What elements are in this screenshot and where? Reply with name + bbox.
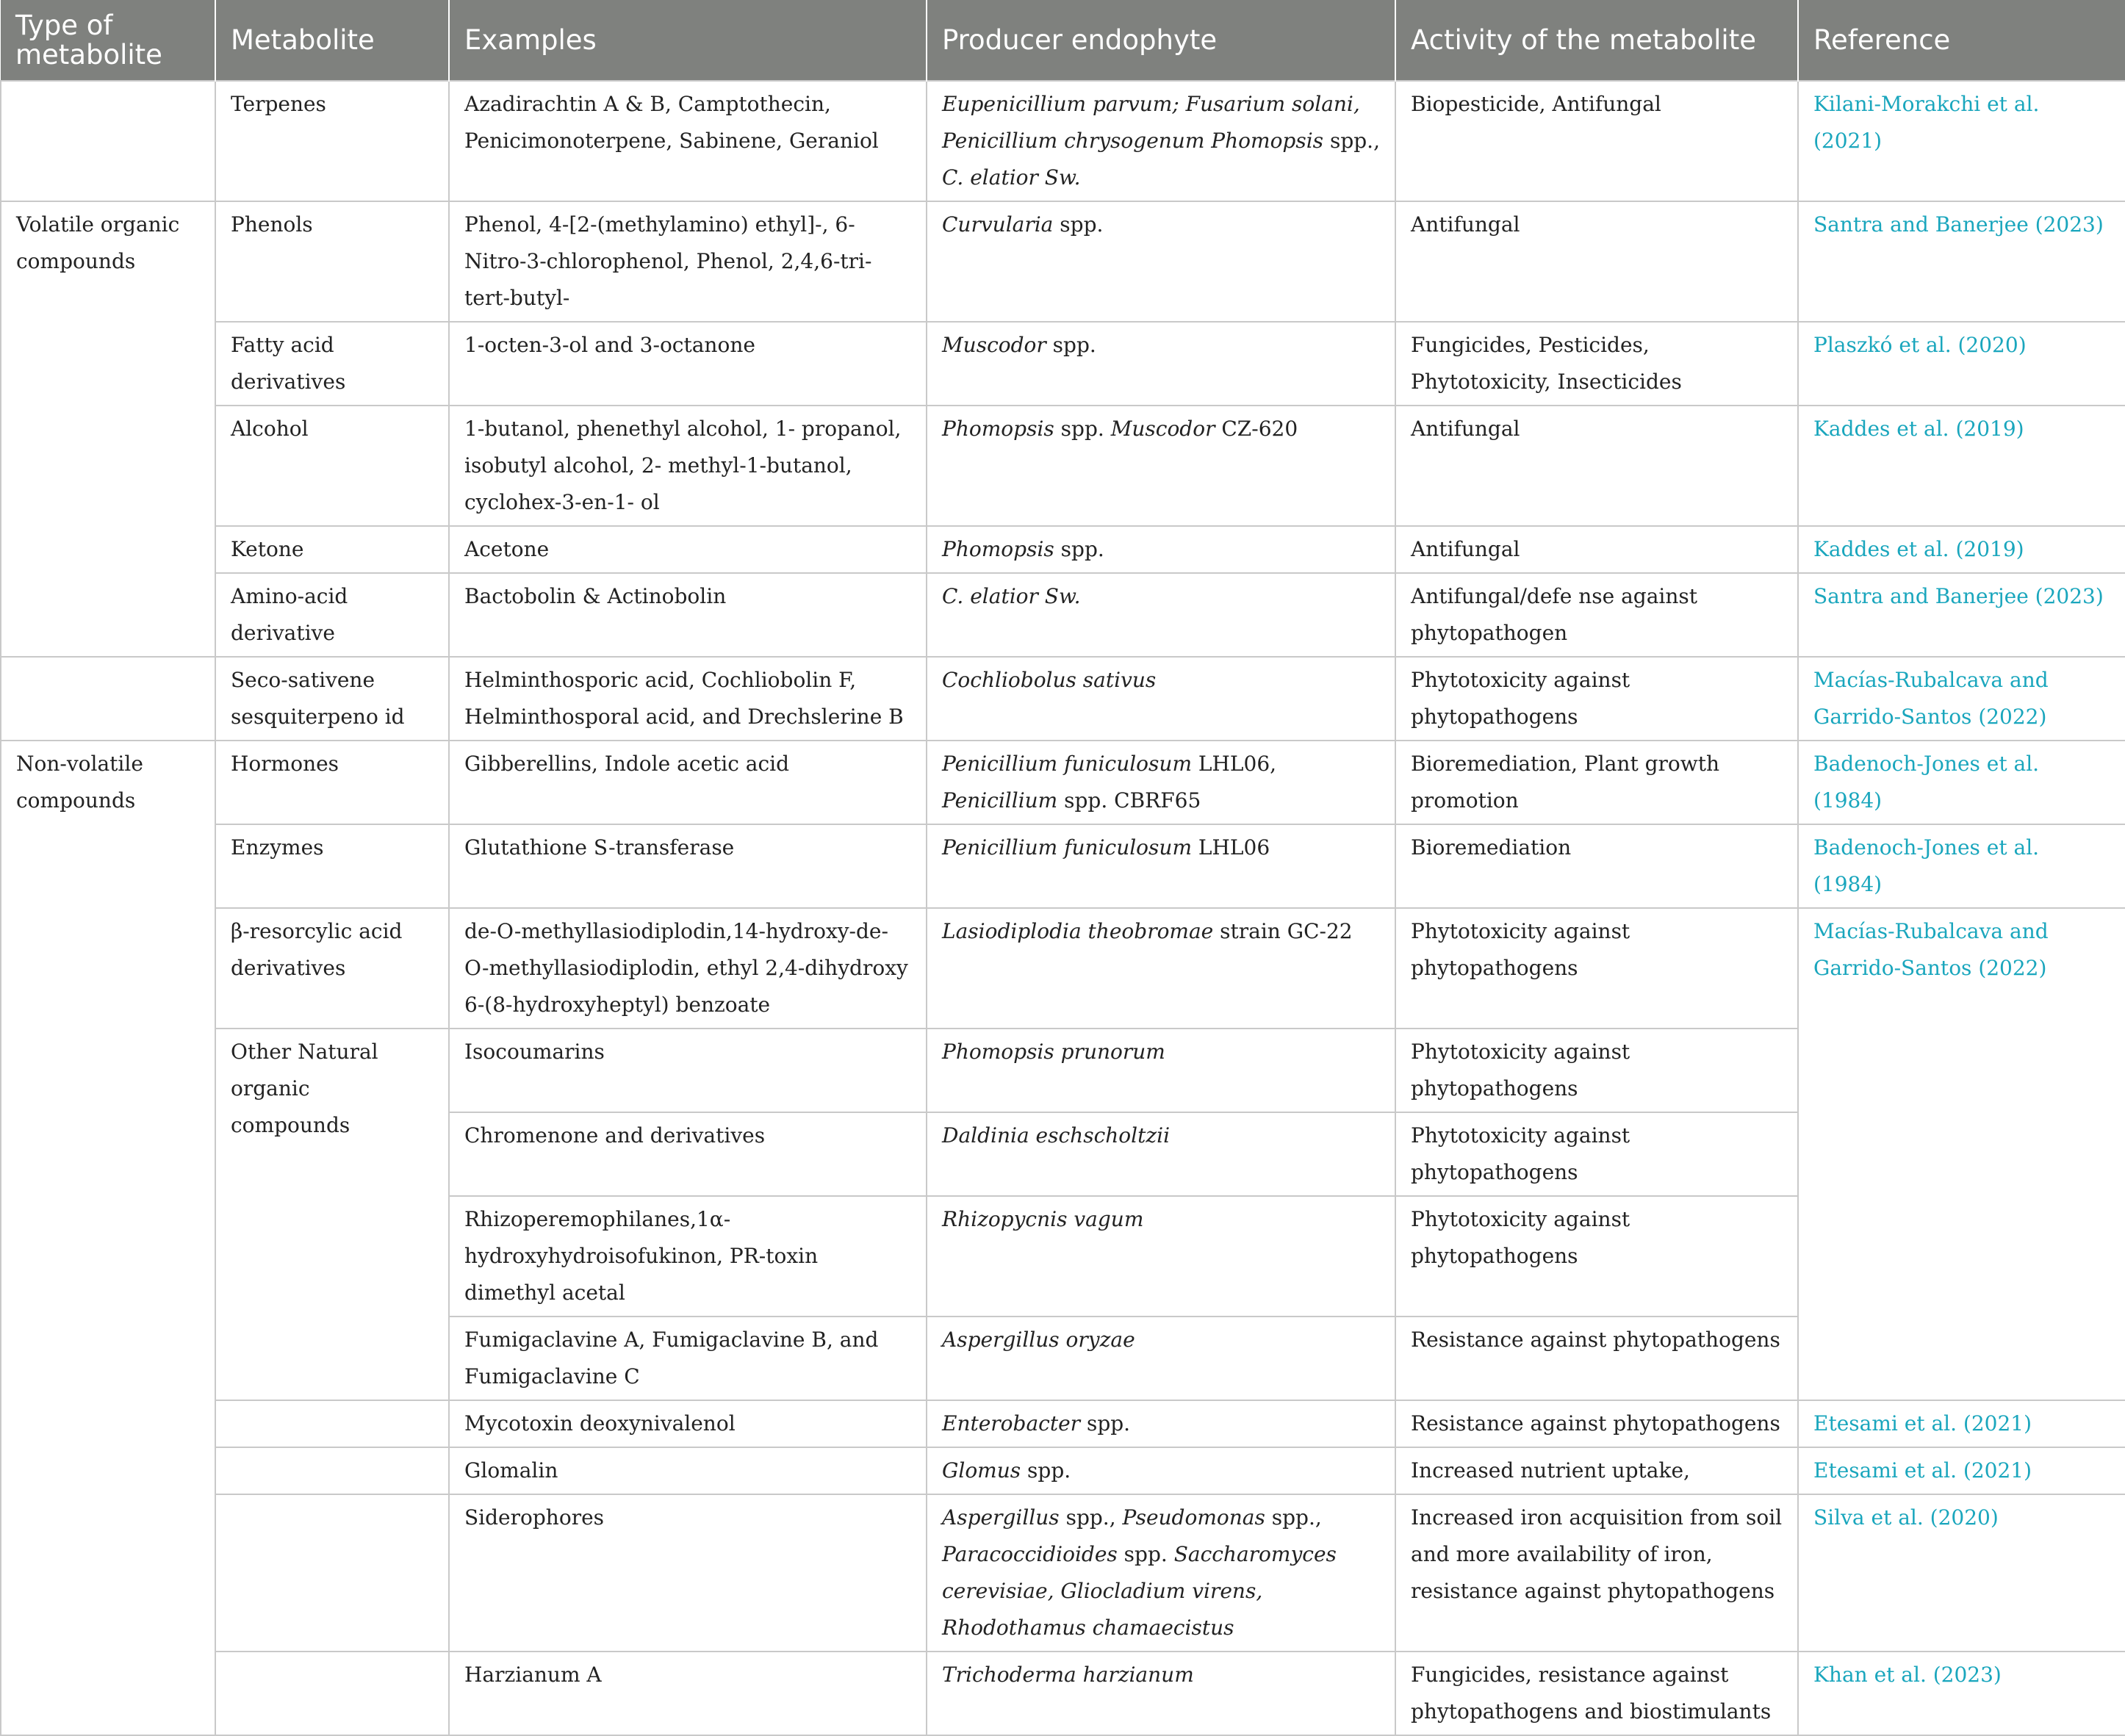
metabolite-cell: Fatty acid derivatives [215,322,449,406]
activity-cell: Antifungal [1395,201,1798,322]
table-row [1,824,2125,908]
activity-cell: Antifungal [1395,406,1798,526]
metabolite-cell [215,1400,449,1447]
producer-text: Cochliobolus sativus [942,668,1157,692]
producer-cell [927,406,1395,526]
table-row [1,741,2125,824]
metabolite-cell: Other Natural organic compounds [215,1029,449,1400]
reference-link[interactable]: Macías-Rubalcava and Garrido-Santos (2022) [1798,657,2125,741]
reference-link[interactable]: Badenoch-Jones et al. (1984) [1798,741,2125,824]
reference-link[interactable]: Plaszkó et al. (2020) [1798,322,2125,406]
producer-text: Lasiodiplodia theobromae [942,919,1214,943]
examples-cell: 1-butanol, phenethyl alcohol, 1- propanol, isobutyl alcohol, 2- methyl-1-butanol, cyclohex-3-en-1- ol [449,406,927,526]
producer-cell [927,1400,1395,1447]
activity-cell: Phytotoxicity against phytopathogens [1395,1029,1798,1112]
table-row [1,908,2125,1029]
producer-cell [927,573,1395,657]
producer-cell [927,1494,1395,1652]
header-examples: Examples [449,0,927,81]
producer-cell [927,824,1395,908]
producer-text: Pseudomonas [1122,1505,1265,1530]
table-row [1,322,2125,406]
producer-text: LHL06 [1192,835,1270,860]
reference-link[interactable]: Santra and Banerjee (2023) [1798,573,2125,657]
producer-text: LHL06, [1192,752,1277,776]
producer-text: spp., [1059,1505,1123,1530]
producer-text: Phomopsis [942,417,1054,441]
producer-cell [927,526,1395,573]
header-activity: Activity of the metabolite [1395,0,1798,81]
reference-link[interactable]: Khan et al. (2023) [1798,1652,2125,1735]
producer-text: spp., [1265,1505,1322,1530]
examples-cell: Harzianum A [449,1652,927,1735]
type-cell [1,81,215,201]
producer-text: spp. [1054,537,1104,561]
table-row [1,1494,2125,1652]
producer-text: spp. [1054,417,1111,441]
producer-text: spp. [1046,333,1096,357]
producer-cell [927,908,1395,1029]
producer-cell [927,1652,1395,1735]
producer-text: spp. [1117,1542,1174,1566]
activity-cell: Fungicides, resistance against phytopathogens and biostimulants [1395,1652,1798,1735]
examples-cell: 1-octen-3-ol and 3-octanone [449,322,927,406]
table-row [1,406,2125,526]
type-cell [1,657,215,741]
producer-cell [927,81,1395,201]
metabolite-cell: Ketone [215,526,449,573]
header-reference: Reference [1798,0,2125,81]
examples-cell: Glomalin [449,1447,927,1494]
examples-cell: Glutathione S-transferase [449,824,927,908]
producer-text: spp. [1021,1458,1071,1483]
reference-link[interactable]: Etesami et al. (2021) [1798,1400,2125,1447]
table-row [1,81,2125,201]
producer-text: Glomus [942,1458,1021,1483]
producer-cell [927,1317,1395,1400]
table-row [1,1652,2125,1735]
producer-text: Muscodor [1110,417,1215,441]
producer-text: Penicillium funiculosum [942,752,1192,776]
header-type: Type of metabolite [1,0,215,81]
reference-link[interactable]: Kilani-Morakchi et al. (2021) [1798,81,2125,201]
examples-cell: Gibberellins, Indole acetic acid [449,741,927,824]
producer-text: C. elatior Sw. [942,584,1081,608]
producer-text: strain GC-22 [1213,919,1353,943]
activity-cell: Increased nutrient uptake, [1395,1447,1798,1494]
type-cell: Non-volatile compounds [1,741,215,1735]
producer-text: spp. CBRF65 [1057,788,1201,813]
activity-cell: Resistance against phytopathogens [1395,1400,1798,1447]
examples-cell: Isocoumarins [449,1029,927,1112]
metabolite-cell: Phenols [215,201,449,322]
producer-text: spp., [1323,129,1380,153]
producer-cell [927,322,1395,406]
activity-cell: Phytotoxicity against phytopathogens [1395,1112,1798,1196]
examples-cell: Azadirachtin A & B, Camptothecin, Penicimonoterpene, Sabinene, Geraniol [449,81,927,201]
header-metabolite: Metabolite [215,0,449,81]
producer-text: Paracoccidioides [942,1542,1118,1566]
producer-text: Rhizopycnis vagum [942,1207,1144,1231]
examples-cell: Bactobolin & Actinobolin [449,573,927,657]
producer-text: Enterobacter [942,1411,1081,1436]
activity-cell: Antifungal [1395,526,1798,573]
producer-text: Penicillium funiculosum [942,835,1192,860]
examples-cell: de-O-methyllasiodiplodin,14-hydroxy-de-O-methyllasiodiplodin, ethyl 2,4-dihydroxy 6-(8-hydroxyheptyl) benzoate [449,908,927,1029]
examples-cell: Rhizoperemophilanes,1α- hydroxyhydroisofukinon, PR-toxin dimethyl acetal [449,1196,927,1317]
producer-text: Curvularia [942,212,1054,237]
producer-text: Phomopsis [942,537,1054,561]
producer-text: CZ-620 [1215,417,1298,441]
producer-cell [927,657,1395,741]
producer-text: C. elatior Sw. [942,165,1081,190]
table-row [1,1447,2125,1494]
activity-cell: Phytotoxicity against phytopathogens [1395,908,1798,1029]
header-producer: Producer endophyte [927,0,1395,81]
producer-text: spp. [1080,1411,1131,1436]
producer-text: Muscodor [942,333,1046,357]
producer-cell [927,1196,1395,1317]
activity-cell: Bioremediation, Plant growth promotion [1395,741,1798,824]
metabolite-cell [215,1447,449,1494]
metabolite-cell: Alcohol [215,406,449,526]
reference-link[interactable]: Kaddes et al. (2019) [1798,406,2125,526]
header-row [1,0,2125,81]
metabolite-cell: Enzymes [215,824,449,908]
producer-text: Eupenicillium parvum; Fusarium solani, Penicillium chrysogenum Phomopsis [942,92,1360,153]
producer-text: Aspergillus oryzae [942,1328,1135,1352]
examples-cell: Acetone [449,526,927,573]
metabolite-cell: Amino-acid derivative [215,573,449,657]
reference-link[interactable]: Kaddes et al. (2019) [1798,526,2125,573]
reference-link[interactable]: Macías-Rubalcava and Garrido-Santos (2022) [1798,908,2125,1400]
metabolite-cell: Terpenes [215,81,449,201]
examples-cell: Phenol, 4-[2-(methylamino) ethyl]-, 6-Nitro-3-chlorophenol, Phenol, 2,4,6-tri-tert-butyl- [449,201,927,322]
metabolite-cell: Seco-sativene sesquiterpeno id [215,657,449,741]
activity-cell: Fungicides, Pesticides, Phytotoxicity, Insecticides [1395,322,1798,406]
activity-cell: Phytotoxicity against phytopathogens [1395,657,1798,741]
metabolite-cell [215,1494,449,1652]
producer-text: Trichoderma harzianum [942,1663,1194,1687]
producer-cell [927,741,1395,824]
type-cell: Volatile organic compounds [1,201,215,657]
activity-cell: Biopesticide, Antifungal [1395,81,1798,201]
activity-cell: Antifungal/defe nse against phytopathogen [1395,573,1798,657]
reference-link[interactable]: Silva et al. (2020) [1798,1494,2125,1652]
table-row [1,526,2125,573]
examples-cell: Mycotoxin deoxynivalenol [449,1400,927,1447]
producer-cell [927,1447,1395,1494]
examples-cell: Fumigaclavine A, Fumigaclavine B, and Fumigaclavine C [449,1317,927,1400]
producer-cell [927,1112,1395,1196]
producer-cell [927,201,1395,322]
metabolite-cell: Hormones [215,741,449,824]
examples-cell: Helminthosporic acid, Cochliobolin F, Helminthosporal acid, and Drechslerine B [449,657,927,741]
producer-text: Saccharomyces cerevisiae, Gliocladium virens, Rhodothamus chamaecistus [942,1542,1337,1640]
activity-cell: Increased iron acquisition from soil and more availability of iron, resistance against phytopathogens [1395,1494,1798,1652]
producer-text: spp. [1053,212,1104,237]
table-row [1,201,2125,322]
producer-text: Penicillium [942,788,1058,813]
table-row [1,1400,2125,1447]
table-row [1,657,2125,741]
producer-text: Aspergillus [942,1505,1060,1530]
producer-text: Phomopsis prunorum [942,1040,1165,1064]
examples-cell: Chromenone and derivatives [449,1112,927,1196]
examples-cell: Siderophores [449,1494,927,1652]
table-row [1,573,2125,657]
reference-link[interactable]: Santra and Banerjee (2023) [1798,201,2125,322]
producer-cell [927,1029,1395,1112]
reference-link[interactable]: Etesami et al. (2021) [1798,1447,2125,1494]
metabolite-cell: β-resorcylic acid derivatives [215,908,449,1029]
activity-cell: Resistance against phytopathogens [1395,1317,1798,1400]
metabolite-cell [215,1652,449,1735]
reference-link[interactable]: Badenoch-Jones et al. (1984) [1798,824,2125,908]
activity-cell: Phytotoxicity against phytopathogens [1395,1196,1798,1317]
activity-cell: Bioremediation [1395,824,1798,908]
producer-text: Daldinia eschscholtzii [942,1123,1171,1148]
